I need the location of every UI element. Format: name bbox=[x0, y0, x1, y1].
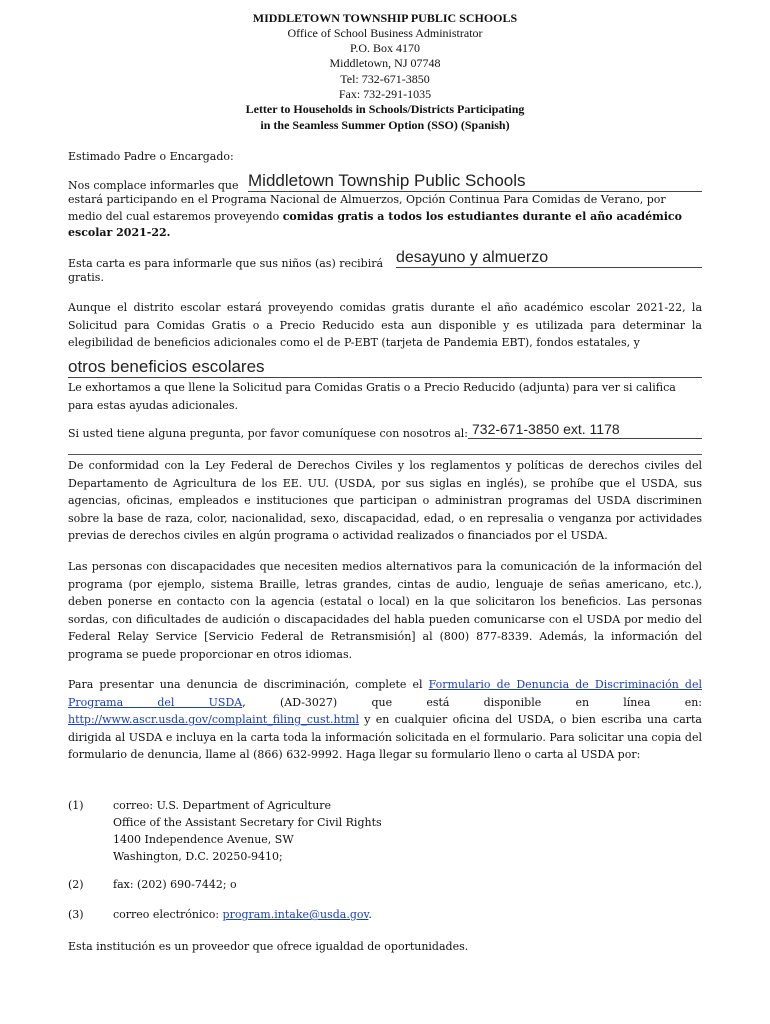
district-name-field[interactable]: Middletown Township Public Schools bbox=[248, 170, 702, 192]
salutation: Estimado Padre o Encargado: bbox=[68, 150, 234, 163]
email-tail: . bbox=[368, 908, 372, 921]
mail-contact bbox=[113, 797, 673, 865]
subject-line-2: in the Seamless Summer Option (SSO) (Spanish) bbox=[260, 118, 510, 132]
complaint-mid: , (AD-3027) que está disponible en línea en: bbox=[242, 695, 702, 709]
org-name: MIDDLETOWN TOWNSHIP PUBLIC SCHOOLS bbox=[252, 11, 518, 25]
accessibility-paragraph: Las personas con discapacidades que necesiten medios alternativos para la comunicación de la información del programa (por ejemplo, sistema Braille, letras grandes, cintas de audio, lenguaje de señas americano, etc.), deben ponerse en contacto con la agencia (estatal o local) en la que solicitaron los beneficios. Las personas sordas, con dificultades de audición o discapacidades del habla pueden comunicarse con el USDA por medio del Federal Relay Service [Servicio Federal de Retransmisión] al (800) 877-8339. Además, la información del programa se puede proporcionar en otros idiomas. bbox=[68, 560, 702, 661]
telephone: Tel: 732-671-3850 bbox=[340, 72, 430, 86]
email-link[interactable]: program.intake@usda.gov bbox=[222, 908, 369, 921]
intro-line-3 bbox=[68, 208, 702, 226]
contact-number: (1) bbox=[68, 799, 84, 812]
fax-contact: fax: (202) 690-7442; o bbox=[113, 878, 237, 891]
benefits-field[interactable]: otros beneficios escolares bbox=[68, 356, 702, 378]
complaint-form-link[interactable]: Formulario de Denuncia de Discriminación del Programa del USDA bbox=[68, 678, 702, 709]
meals-field[interactable]: desayuno y almuerzo bbox=[396, 248, 702, 268]
intro-line-3-bold: comidas gratis a todos los estudiantes durante el año académico bbox=[282, 210, 682, 223]
divider bbox=[68, 454, 702, 455]
fax-number: Fax: 732-291-1035 bbox=[338, 87, 432, 101]
complaint-lead: Para presentar una denuncia de discriminación, complete el bbox=[68, 678, 429, 691]
eligibility-paragraph: Aunque el distrito escolar estará proveyendo comidas gratis durante el año académico escolar 2021-22, la Solicitud para Comidas Gratis o a Precio Reducido esta aun disponible y es utilizada para determinar la elegibilidad de beneficios adicionales como el de P-EBT (tarjeta de Pandemia EBT), fondos estatales, y bbox=[68, 301, 702, 349]
complaint-url-link[interactable]: http://www.ascr.usda.gov/complaint_filing_cust.html bbox=[68, 713, 359, 726]
intro-lead: Nos complace informarles que bbox=[68, 179, 239, 192]
mail-line: 1400 Independence Avenue, SW bbox=[113, 833, 294, 846]
mail-line: Washington, D.C. 20250-9410; bbox=[113, 850, 283, 863]
complaint-paragraph bbox=[68, 676, 702, 764]
po-box: P.O. Box 4170 bbox=[349, 41, 420, 55]
phone-field[interactable]: 732-671-3850 ext. 1178 bbox=[468, 421, 702, 439]
equal-opportunity-statement: Esta institución es un proveedor que ofrece igualdad de oportunidades. bbox=[68, 940, 469, 953]
meals-lead: Esta carta es para informarle que sus niños (as) recibirá bbox=[68, 257, 384, 270]
office-name: Office of School Business Administrator bbox=[287, 26, 483, 40]
contact-number: (3) bbox=[68, 908, 84, 921]
application-paragraph: Le exhortamos a que llene la Solicitud para Comidas Gratis o a Precio Reducido (adjunta) para ver si califica para estas ayudas adicionales. bbox=[68, 381, 676, 412]
intro-line-2: estará participando en el Programa Nacional de Almuerzos, Opción Continua Para Comidas de Verano, por bbox=[68, 193, 666, 206]
contact-number: (2) bbox=[68, 878, 84, 891]
mail-line: correo: U.S. Department of Agriculture bbox=[113, 799, 332, 812]
mail-line: Office of the Assistant Secretary for Civil Rights bbox=[113, 816, 382, 829]
intro-line-3-text: medio del cual estaremos proveyendo bbox=[68, 210, 283, 223]
complaint-rest: y en cualquier oficina del USDA, o bien escriba una carta dirigida al USDA e incluya en la carta toda la información solicitada en el formulario. Para solicitar una copia del formulario de denuncia, llame al (866) 632-9992. Haga llegar su formulario lleno o carta al USDA por: bbox=[68, 713, 702, 761]
meals-tail: gratis. bbox=[68, 271, 104, 284]
email-contact bbox=[113, 906, 673, 924]
questions-lead: Si usted tiene alguna pregunta, por favor comuníquese con nosotros al: bbox=[68, 427, 469, 440]
nondiscrimination-paragraph: De conformidad con la Ley Federal de Derechos Civiles y los reglamentos y políticas de derechos civiles del Departamento de Agricultura de los EE. UU. (USDA, por sus siglas en inglés), se prohíbe que el USDA, sus agencias, oficinas, empleados e instituciones que participan o administran programas del USDA discriminen sobre la base de raza, color, nacionalidad, sexo, discapacidad, edad, o en represalia o venganza por actividades previas de derechos civiles en algún programa o actividad realizados o financiados por el USDA. bbox=[68, 459, 702, 542]
subject-line-1: Letter to Households in Schools/Districts Participating bbox=[245, 102, 525, 116]
intro-line-4: escolar 2021-22. bbox=[68, 226, 171, 239]
email-lead: correo electrónico: bbox=[113, 908, 223, 921]
city-state-zip: Middletown, NJ 07748 bbox=[329, 56, 441, 70]
